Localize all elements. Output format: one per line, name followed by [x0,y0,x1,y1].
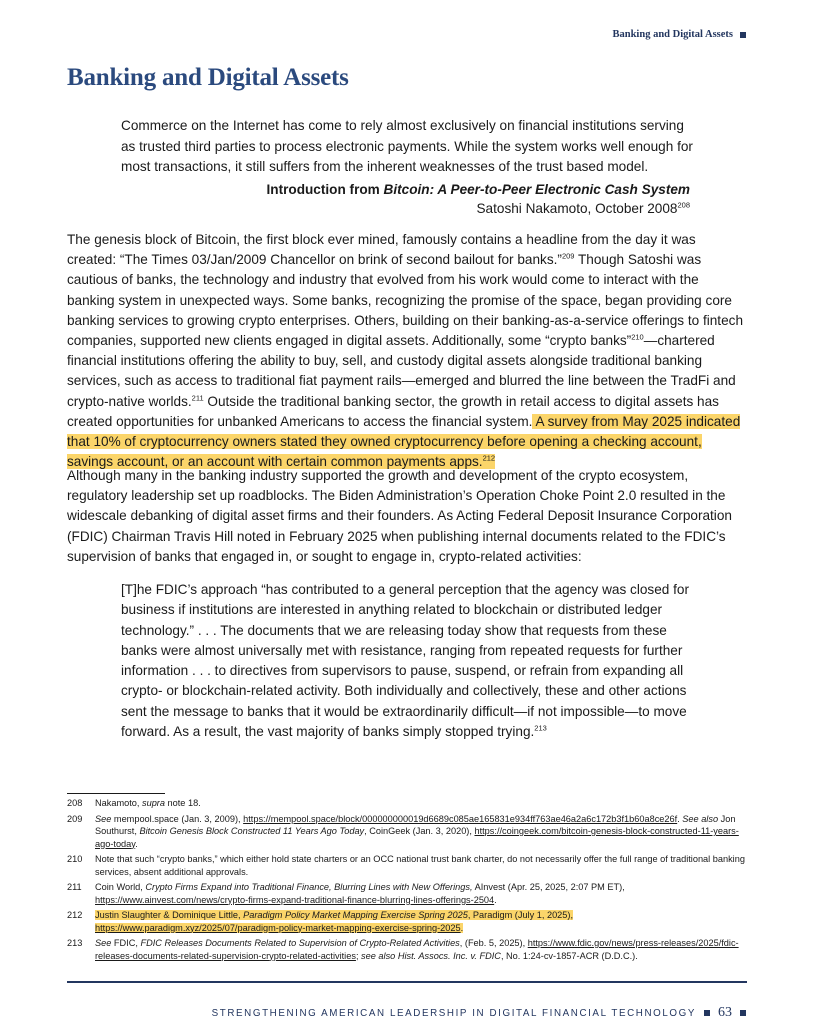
footnote-208: 208 Nakamoto, supra note 18. [67,798,201,808]
footnote-link[interactable]: https://coingeek.com/bitcoin-genesis-block-constructed-11-years-ago-today [95,826,739,849]
epigraph-source-title: Bitcoin: A Peer-to-Peer Electronic Cash System [383,182,690,197]
epigraph-author: Satoshi Nakamoto, October 2008$^{208}$ [476,200,690,216]
footnote-212: 212 Justin Slaughter & Dominique Little, Paradigm Policy Market Mapping Exercise Spring 2025, Paradigm (July 1, 2025), https://www.paradigm.xyz/2025/07/paradigm-policy-market-mapping-exercise-spring-2025. [67,910,574,933]
footnote-ref-213[interactable]: 213 [534,723,547,733]
running-header-text: Banking and Digital Assets [612,29,733,40]
body-paragraph-choke-point: Although many in the banking industry supported the growth and development of the crypto ecosystem, regulatory leadership set up roadblocks. The Biden Administration’s Operation Choke Point 2.0 resulted in the widescale debanking of digital asset firms and their founders. As Acting Federal Deposit Insurance Corporation (FDIC) Chairman Travis Hill noted in February 2025 when publishing internal documents related to the FDIC’s supervision of banks that engaged in, or sought to engage in, crypto-related activities: [67,468,732,564]
square-bullet-icon [740,1010,746,1016]
footnote-divider [67,793,165,794]
square-bullet-icon [704,1010,710,1016]
footer-title: STRENGTHENING AMERICAN LEADERSHIP IN DIGITAL FINANCIAL TECHNOLOGY [211,1007,696,1019]
footnote-ref-211[interactable]: 211 [191,393,204,403]
epigraph-quote: Commerce on the Internet has come to rely almost exclusively on financial institutions serving as trusted third parties to process electronic payments. While the system works well enough for most transactions, it still suffers from the inherent weaknesses of the trust based model. [121,118,693,174]
footer-rule [67,981,747,983]
epigraph-source: Introduction from Bitcoin: A Peer-to-Peer Electronic Cash System [266,182,690,197]
highlighted-footnote-212: Justin Slaughter & Dominique Little, Paradigm Policy Market Mapping Exercise Spring 2025, Paradigm (July 1, 2025), https://www.paradigm.xyz/2025/07/paradigm-policy-market-mapping-exercise-spring-2025. [95,910,574,933]
square-bullet-icon [740,32,746,38]
footnote-ref-210[interactable]: 210 [631,332,644,342]
epigraph-attribution [267,180,691,218]
footnotes [67,797,747,965]
footnote-210: 210 Note that such “crypto banks,” which either hold state charters or an OCC national trust bank charter, do not necessarily offer the full range of traditional banking services, absent additional approvals. [67,854,745,877]
footnote-213: 213 See FDIC, FDIC Releases Documents Related to Supervision of Crypto-Related Activities, (Feb. 5, 2025), https://www.fdic.gov/news/press-releases/2025/fdic-releases-documents-related-supervision-crypto-related-activities; see also Hist. Assocs. Inc. v. FDIC, No. 1:24-cv-1857-ACR (D.D.C.). [67,938,739,961]
footnote-link[interactable]: https://www.fdic.gov/news/press-releases/2025/fdic-releases-documents-related-supervision-crypto-related-activities [95,938,739,961]
footnote-link[interactable]: https://www.ainvest.com/news/crypto-firms-expand-traditional-finance-blurring-lines-offerings-2504 [95,894,495,905]
page-footer [212,1005,746,1021]
body-paragraph-genesis: The genesis block of Bitcoin, the first block ever mined, famously contains a headline from the day it was created: “The Times 03/Jan/2009 Chancellor on brink of second bailout for banks.”$^{209}$ Though Satoshi was cautious of banks, the technology and industry that evolved from his work would come to interact with the banking system in unexpected ways. Some banks, recognizing the promise of the space, began providing core banking services to growing crypto enterprises. Others, building on their banking-as-a-service offerings to fintech companies, supported new clients engaged in digital assets. Additionally, some “crypto banks”$^{210}$—chartered financial institutions offering the ability to buy, sell, and custody digital assets alongside traditional banking services, such as access to traditional fiat payment rails—emerged and blurred the line between the TradFi and crypto-native worlds.$^{211}$ Outside the traditional banking sector, the growth in retail access to digital assets has created opportunities for unbanked Americans to access the financial system. A survey from May 2025 indicated that 10% of cryptocurrency owners stated they owned cryptocurrency before opening a checking account, savings account, or an account with certain common payments apps.$^{212}$ [67,232,744,470]
footnote-ref-209[interactable]: 209 [561,251,575,261]
footnote-ref-212[interactable]: 212 [482,453,496,463]
footnote-ref-208[interactable]: 208 [677,200,690,210]
page-number: 63 [718,1005,732,1020]
footnote-211: 211 Coin World, Crypto Firms Expand into Traditional Finance, Blurring Lines with New Offerings, AInvest (Apr. 25, 2025, 2:07 PM ET), https://www.ainvest.com/news/crypto-firms-expand-traditional-finance-blurring-lines-offerings-2504. [67,882,625,905]
fdic-blockquote: [T]he FDIC’s approach “has contributed to a general perception that the agency was closed for business if institutions are interested in anything related to blockchain or distributed ledger technology.” . . . The documents that we are releasing today show that requests from these banks were almost universally met with resistance, ranging from repeated requests for further information . . . to directives from supervisors to pause, suspend, or refrain from expanding all crypto- or blockchain-related activity. Both individually and collectively, these and other actions sent the message to banks that it would be extraordinarily difficult—if not impossible—to move forward. As a result, the vast majority of banks simply stopped trying.$^{213}$ [121,582,689,740]
footnote-209: 209 See mempool.space (Jan. 3, 2009), https://mempool.space/block/000000000019d6689c085ae165831e934ff763ae46a2a6c172b3f1b60a8ce26f. See also Jon Southurst, Bitcoin Genesis Block Constructed 11 Years Ago Today, CoinGeek (Jan. 3, 2020), https://coingeek.com/bitcoin-genesis-block-constructed-11-years-ago-today. [67,813,739,849]
footnote-link[interactable]: https://www.paradigm.xyz/2025/07/paradigm-policy-market-mapping-exercise-spring-2025 [95,922,461,933]
footnote-link[interactable]: https://mempool.space/block/000000000019d6689c085ae165831e934ff763ae46a2a6c172b3f1b60a8ce26f [243,813,678,824]
page-title: Banking and Digital Assets [67,64,349,91]
running-header [613,29,747,40]
highlighted-survey-text: A survey from May 2025 indicated that 10% of cryptocurrency owners stated they owned cryptocurrency before opening a checking account, savings account, or an account with certain common payments apps.$^{212}$ [67,413,741,470]
